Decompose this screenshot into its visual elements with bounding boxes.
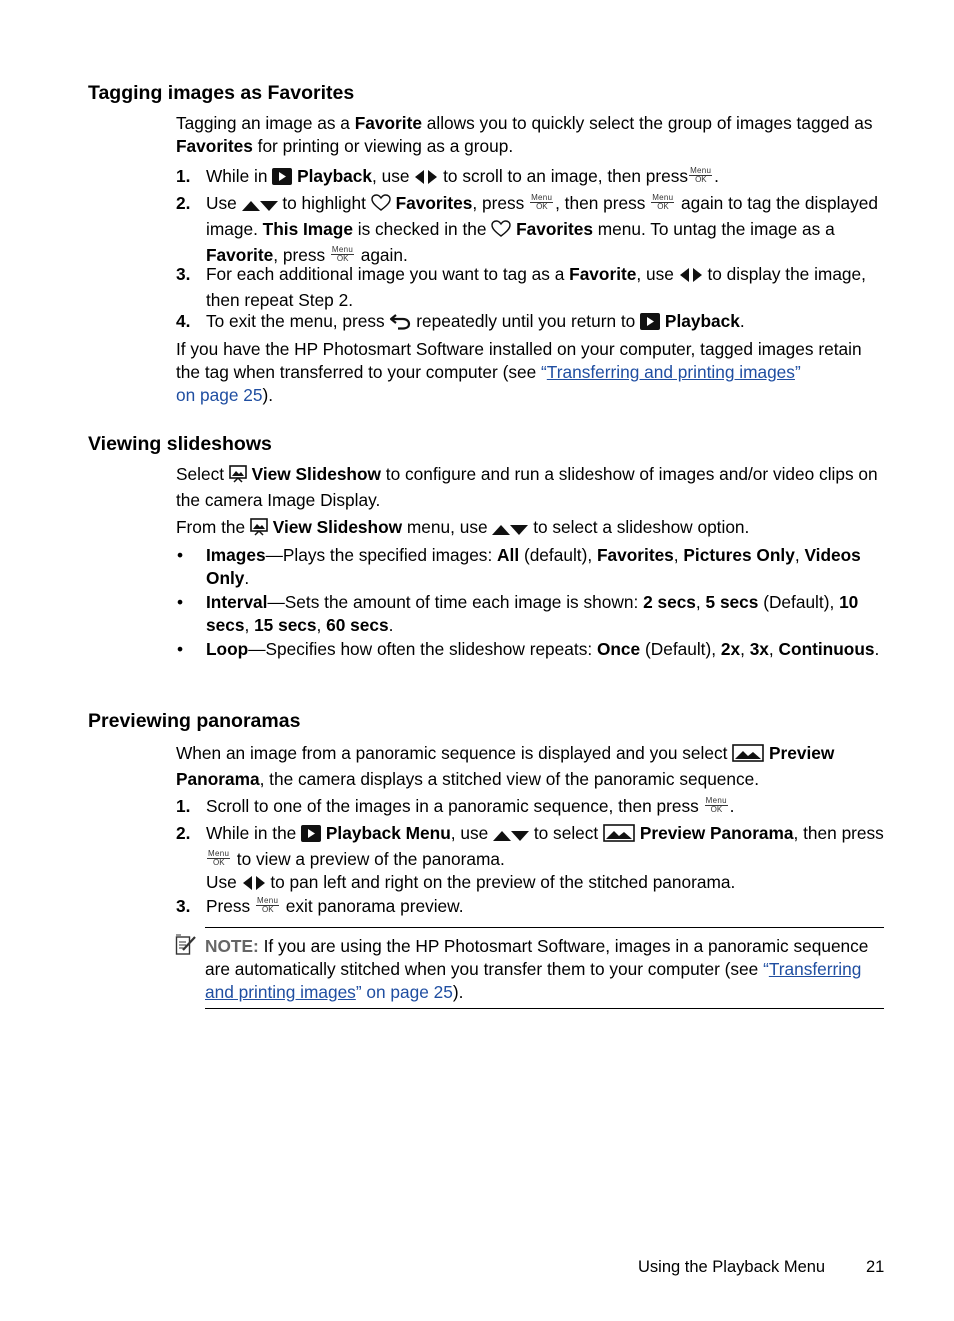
menu-ok-icon: Menu OK: [531, 193, 553, 211]
page-number: 21: [866, 1258, 885, 1276]
note-top-rule: [205, 927, 884, 928]
slideshow-icon: [229, 465, 247, 489]
panorama-icon: [732, 744, 764, 768]
left-right-arrows-icon: [414, 168, 438, 191]
note-bottom-rule: [205, 1008, 884, 1009]
playback-icon: [640, 313, 660, 336]
up-down-arrows-icon: [493, 825, 529, 848]
back-arrow-icon: [389, 312, 411, 336]
section-heading-favorites: Tagging images as Favorites: [88, 82, 355, 104]
manual-page: Tagging images as Favorites Tagging an image as a Favorite allows you to quickly select the group of images tagged as Favorites for printing or viewing as a group. 1. While in Playback, use to scroll to an image, then press Menu OK . 2. Use to highlight Favorites, press Menu OK , then press Menu OK again to tag the displayed image. This Image is checked in the Favorites menu. To untag the image as a Favorite, press Menu OK again. 3. For each additional image you want to tag as a Favorite, use to display the image, then repeat Step 2. 4. To exit the menu, press repeatedly until you return to Playback. If you have the HP Photosmart Software installed on your computer, tagged images retain the tag when transferred to your computer (see “Transferring and printing images” on page 25). Viewing slideshows Select View Slideshow to configure and run a slideshow of images and/or video clips on the camera Image Display. From the View Slideshow menu, use to select a slideshow option. • Images—Plays the specified images: All (default), Favorites, Pictures Only, Videos Only. • Interval—Sets the amount of time each image is shown: 2 secs, 5 secs (Default), 10 secs, 15 secs, 60 secs. • Loop—Specifies how often the slideshow repeats: Once (Default), 2x, 3x, Continuous. Previewing panoramas When an image from a panoramic sequence is displayed and you select Preview Panorama, the camera displays a stitched view of the panoramic sequence. 1. Scroll to one of the images in a panoramic sequence, then press Menu OK . 2. While in the Playback Menu, use to select Preview Panorama, then press Menu OK to view a preview of the panorama. Use to pan left and right on the preview of the stitched panorama. 3. Press Menu OK exit panorama preview. NOTE: If you are using the HP Photosmart Software, images in a panoramic sequence are automatically stitched when you transfer them to your computer (see “Transferring and printing images” on page 25). Using the Playback Menu 21: [0, 0, 954, 1321]
menu-ok-icon: Menu OK: [652, 193, 674, 211]
slideshow-menu-instruction: From the View Slideshow menu, use to select a slideshow option.: [176, 516, 888, 542]
heart-icon: [371, 194, 391, 218]
playback-icon: [272, 168, 292, 191]
left-right-arrows-icon: [242, 874, 266, 897]
up-down-arrows-icon: [492, 519, 528, 542]
transferring-link[interactable]: “Transferring and printing images” on page 25: [176, 362, 801, 405]
note-icon: [175, 934, 197, 962]
menu-ok-icon: Menu OK: [208, 849, 230, 867]
panorama-intro: When an image from a panoramic sequence is displayed and you select Preview Panorama, the camera displays a stitched view of the panoramic sequence.: [176, 743, 835, 789]
note-text: NOTE: If you are using the HP Photosmart Software, images in a panoramic sequence are automatically stitched when you transfer them to your computer (see “Transferring and printing images” on page 25).: [205, 936, 869, 1002]
left-right-arrows-icon: [679, 266, 703, 289]
favorites-outro: If you have the HP Photosmart Software installed on your computer, tagged images retain the tag when transferred to your computer (see “Transferring and printing images” on page 25).: [176, 339, 862, 405]
panorama-icon: [603, 824, 635, 848]
up-down-arrows-icon: [242, 195, 278, 218]
menu-ok-icon: Menu OK: [690, 166, 712, 184]
heart-icon: [491, 220, 511, 244]
note-label: NOTE:: [205, 936, 259, 956]
slideshow-icon: [250, 518, 268, 542]
footer-section-title: Using the Playback Menu: [638, 1258, 826, 1276]
menu-ok-icon: Menu OK: [331, 245, 354, 263]
menu-ok-icon: Menu OK: [705, 796, 727, 814]
section-heading-panoramas: Previewing panoramas: [88, 710, 301, 732]
favorites-intro: Tagging an image as a Favorite allows you to quickly select the group of images tagged as Favorites for printing or viewing as a group.: [176, 113, 873, 156]
menu-ok-icon: Menu OK: [256, 896, 279, 914]
transferring-link-note[interactable]: “Transferring and printing images” on page 25: [205, 959, 862, 1002]
playback-icon: [301, 825, 321, 848]
section-heading-slideshows: Viewing slideshows: [88, 433, 272, 455]
slideshow-intro: Select View Slideshow to configure and run a slideshow of images and/or video clips on the camera Image Display.: [176, 464, 878, 510]
